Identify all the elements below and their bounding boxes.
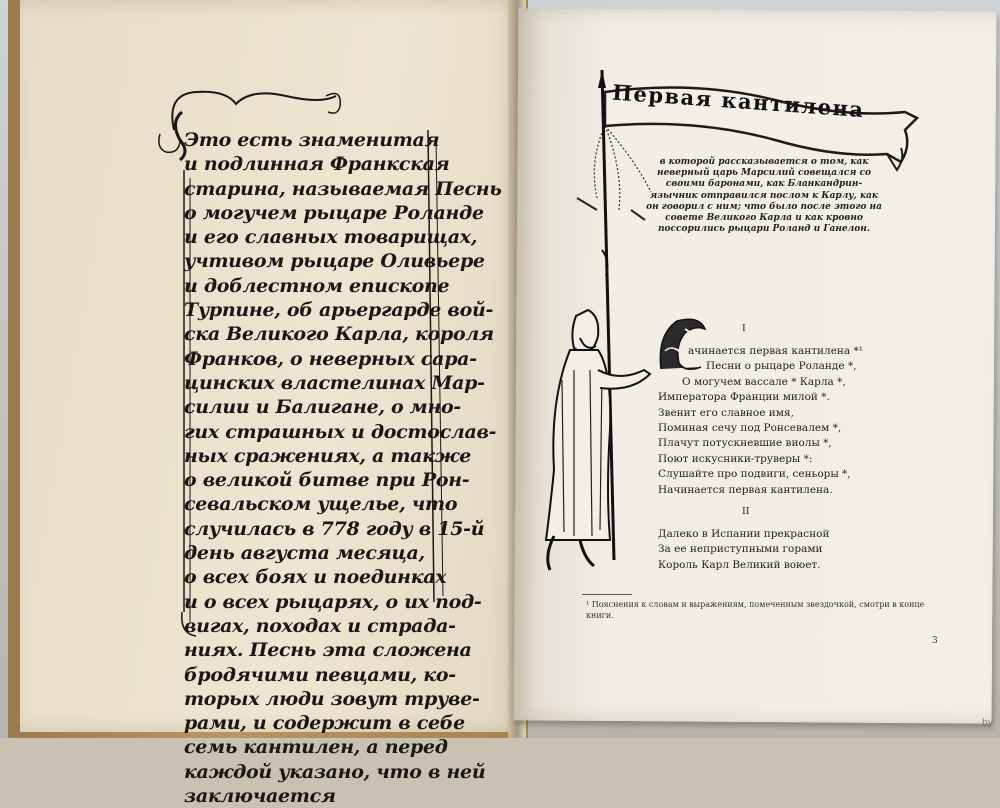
calli-line: ска Великого Карла, короля [184,323,494,346]
verse-line: Король Карл Великий воюет. [658,558,821,571]
verse-line: За ее неприступными горами [658,543,823,556]
calli-line: Это есть знаменитая [184,129,440,151]
verse-line: Звенит его славное имя, [658,406,794,419]
calli-line: севальском ущелье, что [184,493,458,516]
calligraphic-text [184,128,502,808]
calli-line: день августа месяца, [184,542,425,565]
calli-line: бродячими певцами, ко- [184,663,456,686]
calli-line: о великой битве при Рон- [184,469,470,492]
calli-line: и о всех рыцарях, о их под- [184,590,482,613]
calli-line: случилась в 778 году в 15-й [184,517,485,540]
calli-line: цинских властелинах Мар- [184,371,485,394]
calli-line: семь кантилен, а перед [184,736,448,759]
section-number-2: II [742,506,750,517]
calli-line: рами, и содержит в себе [184,712,465,735]
calli-line: и подлинная Франкская [184,153,450,176]
calli-line: каждой указано, что в ней [184,760,486,783]
calli-line: силии и Балигане, о мно- [184,396,461,419]
verse-line: Поют искусники-труверы *: [658,452,813,465]
verse-line: Императора Франции милой *. [658,391,830,404]
verse-line: Поминая сечу под Ронсевалем *, [658,422,842,435]
calli-line: ниях. Песнь эта сложена [184,639,472,662]
verse-line: О могучем вассале * Карла *, [682,375,846,388]
verse-line: ачинается первая кантилена *¹ [688,345,863,357]
verse-line: Слушайте про подвиги, сеньоры *, [658,468,851,481]
poem-section-2 [658,527,898,573]
calli-line: и его славных товарищах, [184,226,478,249]
calli-line: ных сражениях, а также [184,444,472,467]
page-number: 3 [932,636,938,646]
cantilena-summary: в которой рассказывается о том, как неверный царь Марсилий совещался со своими баронами, как Бланкандрин-язычник отправился послом к Карлу, как он говорил с ним; что было после этого на совете Великого Карла и как кровно поссорились рыцари Роланд и Ганелон. [646,157,882,235]
calli-line: заключается [184,785,336,808]
verse-line: Песни о рыцаре Роланде *, [706,360,857,373]
verse-line: Далеко в Испании прекрасной [658,528,830,540]
section-number-1: I [742,323,746,334]
footnote: ¹ Пояснения к словам и выражениям, помеченным звездочкой, смотри в конце книги. [586,600,925,620]
calli-line: вигах, походах и страда- [184,614,456,637]
calli-line: торых люди зовут труве- [184,687,480,710]
watermark: by [982,718,994,728]
calli-line: гих страшных и достослав- [184,420,497,443]
calli-line: и доблестном епископе [184,274,450,297]
calli-line: Турпине, об арьергарде вой- [184,299,494,322]
verse-line: Плачут потускневшие виолы *, [658,437,832,450]
herald-figure-illustration [540,70,660,580]
banner-title: Первая кантилена [611,79,866,123]
calli-line: о могучем рыцаре Роланде [184,201,484,224]
calli-line: Франков, о неверных сара- [184,347,477,370]
calli-line: учтивом рыцаре Оливьере [184,250,485,273]
poem-section-1 [658,344,898,498]
calli-line: о всех боях и поединках [184,566,447,589]
verse-line: Начинается первая кантилена. [658,483,833,496]
calli-line: старина, называемая Песнь [184,177,502,200]
footnote-divider [582,594,632,595]
